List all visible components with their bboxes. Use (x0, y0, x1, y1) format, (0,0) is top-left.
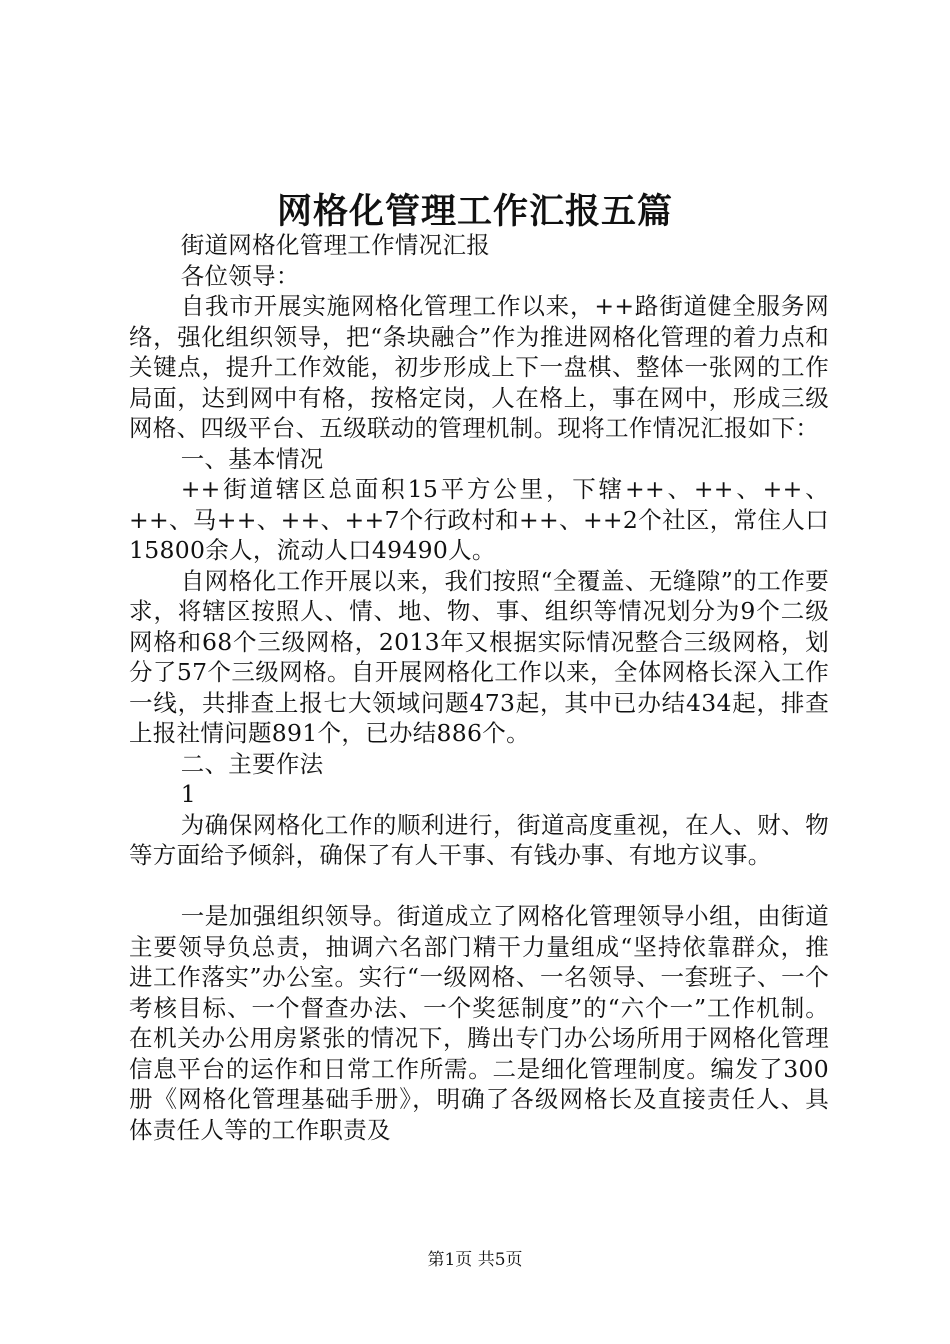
organization-paragraph: 一是加强组织领导。街道成立了网格化管理领导小组，由街道主要领导负总责，抽调六名部门精干力量组成“坚持依靠群众，推进工作落实”办公室。实行“一级网格、一名领导、一套班子、一个考核目标、一个督查办法、一个奖惩制度”的“六个一”工作机制。在机关办公用房紧张的情况下，腾出专门办公场所用于网格化管理信息平台的运作和日常工作所需。二是细化管理制度。编发了300册《网格化管理基础手册》，明确了各级网格长及直接责任人、具体责任人等的工作职责及 (129, 902, 829, 1144)
section-heading-basic: 一、基本情况 (180, 444, 324, 473)
area-paragraph: ++街道辖区总面积15平方公里，下辖++、++、++、++、马++、++、++7个行政村和++、++2个社区，常住人口15800余人，流动人口49490人。 (129, 475, 829, 564)
document-title: 网格化管理工作汇报五篇 (276, 191, 673, 232)
support-paragraph: 为确保网格化工作的顺利进行，街道高度重视，在人、财、物等方面给予倾斜，确保了有人干事、有钱办事、有地方议事。 (129, 810, 829, 869)
intro-paragraph: 自我市开展实施网格化管理工作以来，++路街道健全服务网络，强化组织领导，把“条块融合”作为推进网格化管理的着力点和关键点，提升工作效能，初步形成上下一盘棋、整体一张网的工作局面，达到网中有格，按格定岗，人在格上，事在网中，形成三级网格、四级平台、五级联动的管理机制。现将工作情况汇报如下： (129, 292, 829, 442)
document-body (129, 230, 829, 1145)
subtitle-paragraph: 街道网格化管理工作情况汇报 (180, 231, 491, 259)
grid-paragraph: 自网格化工作开展以来，我们按照“全覆盖、无缝隙”的工作要求，将辖区按照人、情、地、物、事、组织等情况划分为9个二级网格和68个三级网格，2013年又根据实际情况整合三级网格，划分了57个三级网格。自开展网格化工作以来，全体网格长深入工作一线，共排查上报七大领域问题473起，其中已办结434起，排查上报社情问题891个，已办结886个。 (129, 566, 829, 747)
section-heading-methods: 二、主要作法 (180, 749, 324, 778)
item-number: 1 (180, 780, 196, 808)
page-footer: 第1页 共5页 (427, 1250, 523, 1270)
salutation-paragraph: 各位领导： (180, 261, 300, 290)
